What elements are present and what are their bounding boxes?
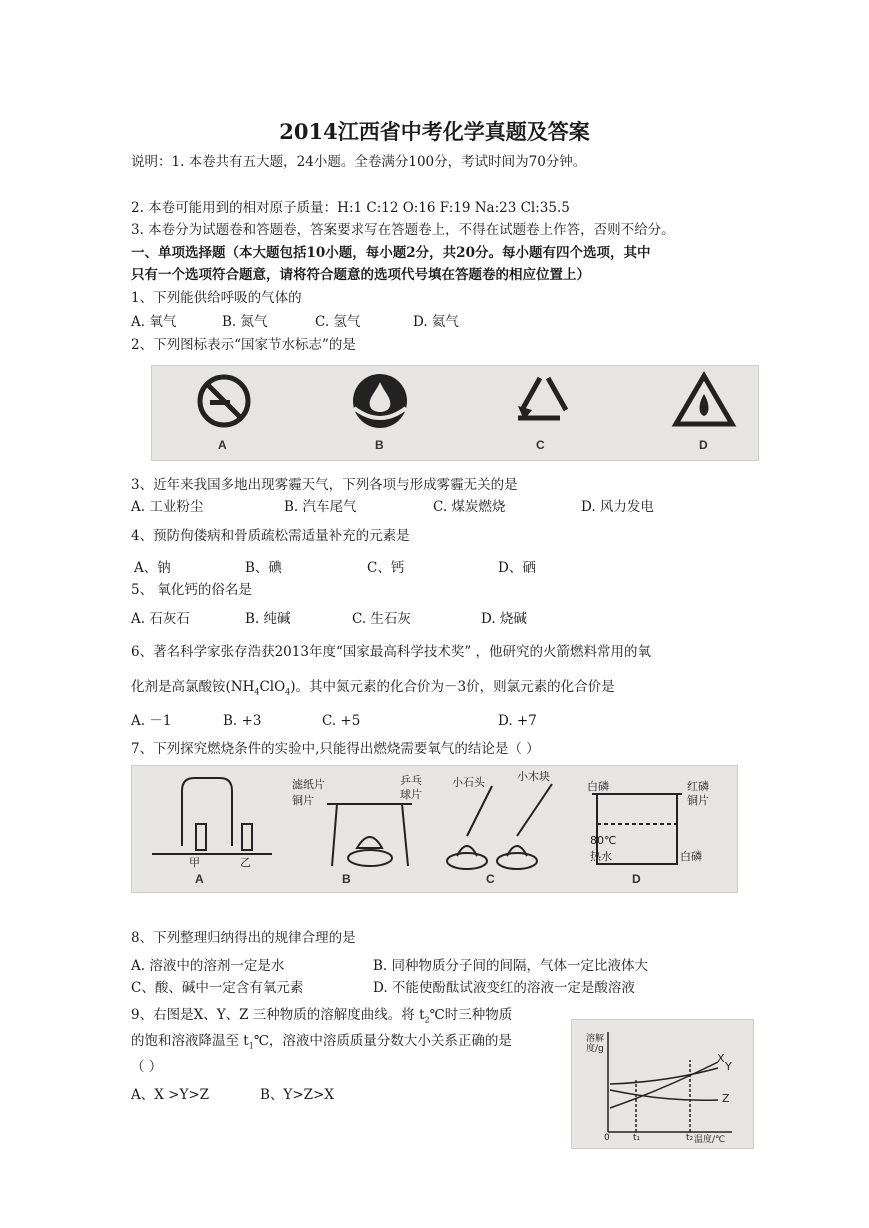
q2-figure [151, 365, 759, 461]
q1-option-d: D. 氦气 [413, 314, 459, 330]
section-heading-line1: 一、单项选择题（本大题包括10小题，每小题2分，共20分。每小题有四个选项，其中 [131, 245, 651, 261]
q7-annot-copper-b: 铜片 [292, 794, 314, 807]
q6-line2a: 化剂是高氯酸铵(NH [131, 679, 255, 695]
note-2: 2. 本卷可能用到的相对原子质量：H:1 C:12 O:16 F:19 Na:23 Cl:35.5 [131, 200, 570, 216]
q9-t1: 1 [248, 1041, 254, 1051]
q7-annot-pingpong2: 球片 [400, 788, 422, 801]
q9-t1-tick: t₁ [633, 1133, 641, 1143]
q6-line2b: ClO [259, 679, 286, 695]
q6-line2 [131, 677, 615, 703]
q7-stem: 7、下列探究燃烧条件的实验中,只能得出燃烧需要氧气的结论是（ ） [131, 741, 540, 757]
q4-option-b: B、碘 [245, 560, 282, 576]
q2-label-d: D [699, 438, 708, 452]
q7-annot-pingpong1: 乒乓 [400, 774, 422, 787]
q7-annot-white-p1: 白磷 [587, 780, 609, 793]
q7-annot-red-p: 红磷 [687, 780, 709, 793]
q8-option-c: C、酸、碱中一定含有氧元素 [131, 980, 304, 996]
q5-stem: 5、 氧化钙的俗名是 [131, 582, 252, 598]
q2-icons [152, 366, 758, 460]
q6-option-d: D. +7 [498, 713, 537, 729]
q9-line2 [131, 1031, 512, 1057]
q9-t2-tick: t₂ [686, 1133, 694, 1143]
q9-t2: 2 [424, 1015, 430, 1025]
q1-option-a: A. 氧气 [131, 314, 177, 330]
q4-option-c: C、钙 [367, 560, 405, 576]
q3-stem: 3、近年来我国多地出现雾霾天气，下列各项与形成雾霾无关的是 [131, 477, 518, 493]
q9-option-a: A、X >Y>Z [131, 1087, 210, 1103]
q7-apparatus [132, 766, 737, 892]
q4-stem: 4、预防佝偻病和骨质疏松需适量补充的元素是 [131, 528, 410, 544]
q9-line2b: ℃，溶液中溶质质量分数大小关系正确的是 [253, 1033, 512, 1049]
q9-line2a: 的饱和溶液降温至 t [131, 1033, 249, 1049]
q1-stem: 1、下列能供给呼吸的气体的 [131, 290, 302, 306]
q7-label-b: B [342, 872, 351, 886]
q9-line1a: 9、右图是X、Y、Z 三种物质的溶解度曲线。将 t [131, 1007, 425, 1023]
q7-annot-stone: 小石头 [452, 776, 485, 789]
q6-line2c: )。其中氮元素的化合价为－3价，则氯元素的化合价是 [290, 679, 615, 695]
q9-origin: 0 [604, 1133, 610, 1143]
q3-option-a: A. 工业粉尘 [131, 499, 204, 515]
q7-sub-label-jia: 甲 [189, 856, 200, 869]
q2-label-a: A [218, 438, 227, 452]
q9-xlabel: 温度/℃ [694, 1135, 726, 1145]
q7-annot-white-p2: 白磷 [680, 850, 702, 863]
q8-stem: 8、下列整理归纳得出的规律合理的是 [131, 930, 356, 946]
flammable-warning-icon [676, 376, 732, 424]
q1-option-b: B. 氮气 [222, 314, 268, 330]
q7-annot-hot-water: 热水 [590, 850, 612, 863]
recycling-icon [518, 378, 566, 420]
no-smoking-icon [200, 377, 248, 425]
q7-annot-wood: 小木块 [517, 770, 550, 783]
q7-label-c: C [486, 872, 495, 886]
q5-option-c: C. 生石灰 [352, 611, 411, 627]
q9-solubility-graph [571, 1019, 754, 1149]
q8-option-d: D. 不能使酚酞试液变红的溶液一定是酸溶液 [373, 980, 635, 996]
q9-series-y: Y [725, 1060, 732, 1073]
q5-option-a: A. 石灰石 [131, 611, 190, 627]
q3-option-c: C. 煤炭燃烧 [433, 499, 506, 515]
q7-label-a: A [195, 872, 204, 886]
q8-option-a: A. 溶液中的溶剂一定是水 [131, 958, 285, 974]
water-saving-icon [353, 374, 407, 428]
q7-figure [131, 765, 738, 893]
q8-option-b: B. 同种物质分子间的间隔，气体一定比液体大 [373, 958, 649, 974]
q7-label-d: D [632, 872, 641, 886]
note-1: 说明：1. 本卷共有五大题，24小题。全卷满分100分，考试时间为70分钟。 [131, 154, 587, 170]
page-title: 2014江西省中考化学真题及答案 [279, 119, 590, 144]
q9-line1b: ℃时三种物质 [429, 1007, 513, 1023]
q4-option-d: D、硒 [498, 560, 536, 576]
q6-option-a: A. －1 [131, 713, 172, 729]
q9-paren: （ ） [131, 1059, 163, 1075]
q7-annot-80c: 80℃ [590, 834, 617, 847]
q6-sub1: 4 [254, 687, 260, 697]
q6-option-c: C. +5 [322, 713, 361, 729]
q3-option-d: D. 风力发电 [581, 499, 654, 515]
q9-series-z: Z [722, 1092, 730, 1105]
q1-option-c: C. 氢气 [315, 314, 361, 330]
q9-series-x: X [717, 1052, 725, 1065]
q5-option-d: D. 烧碱 [481, 611, 527, 627]
q9-option-b: B、Y>Z>X [260, 1087, 334, 1103]
q2-label-c: C [536, 438, 545, 452]
q6-sub2: 4 [285, 687, 291, 697]
q9-ylabel: 溶解度/g [586, 1034, 605, 1054]
q7-annot-copper-d: 铜片 [687, 794, 709, 807]
q7-sub-label-yi: 乙 [240, 856, 251, 869]
q2-label-b: B [375, 438, 384, 452]
q3-option-b: B. 汽车尾气 [284, 499, 357, 515]
note-3: 3. 本卷分为试题卷和答题卷，答案要求写在答题卷上，不得在试题卷上作答，否则不给分。 [131, 222, 675, 238]
q9-line1 [131, 1005, 512, 1031]
section-heading-line2: 只有一个选项符合题意，请将符合题意的选项代号填在答题卷的相应位置上） [131, 267, 590, 283]
q2-stem: 2、下列图标表示“国家节水标志”的是 [131, 337, 356, 353]
q4-option-a: A、钠 [134, 560, 171, 576]
q5-option-b: B. 纯碱 [245, 611, 291, 627]
q6-line1: 6、著名科学家张存浩获2013年度“国家最高科学技术奖” ，他研究的火箭燃料常用的氧 [131, 644, 652, 660]
q6-option-b: B. +3 [223, 713, 262, 729]
q7-annot-filter-paper: 滤纸片 [292, 778, 325, 791]
